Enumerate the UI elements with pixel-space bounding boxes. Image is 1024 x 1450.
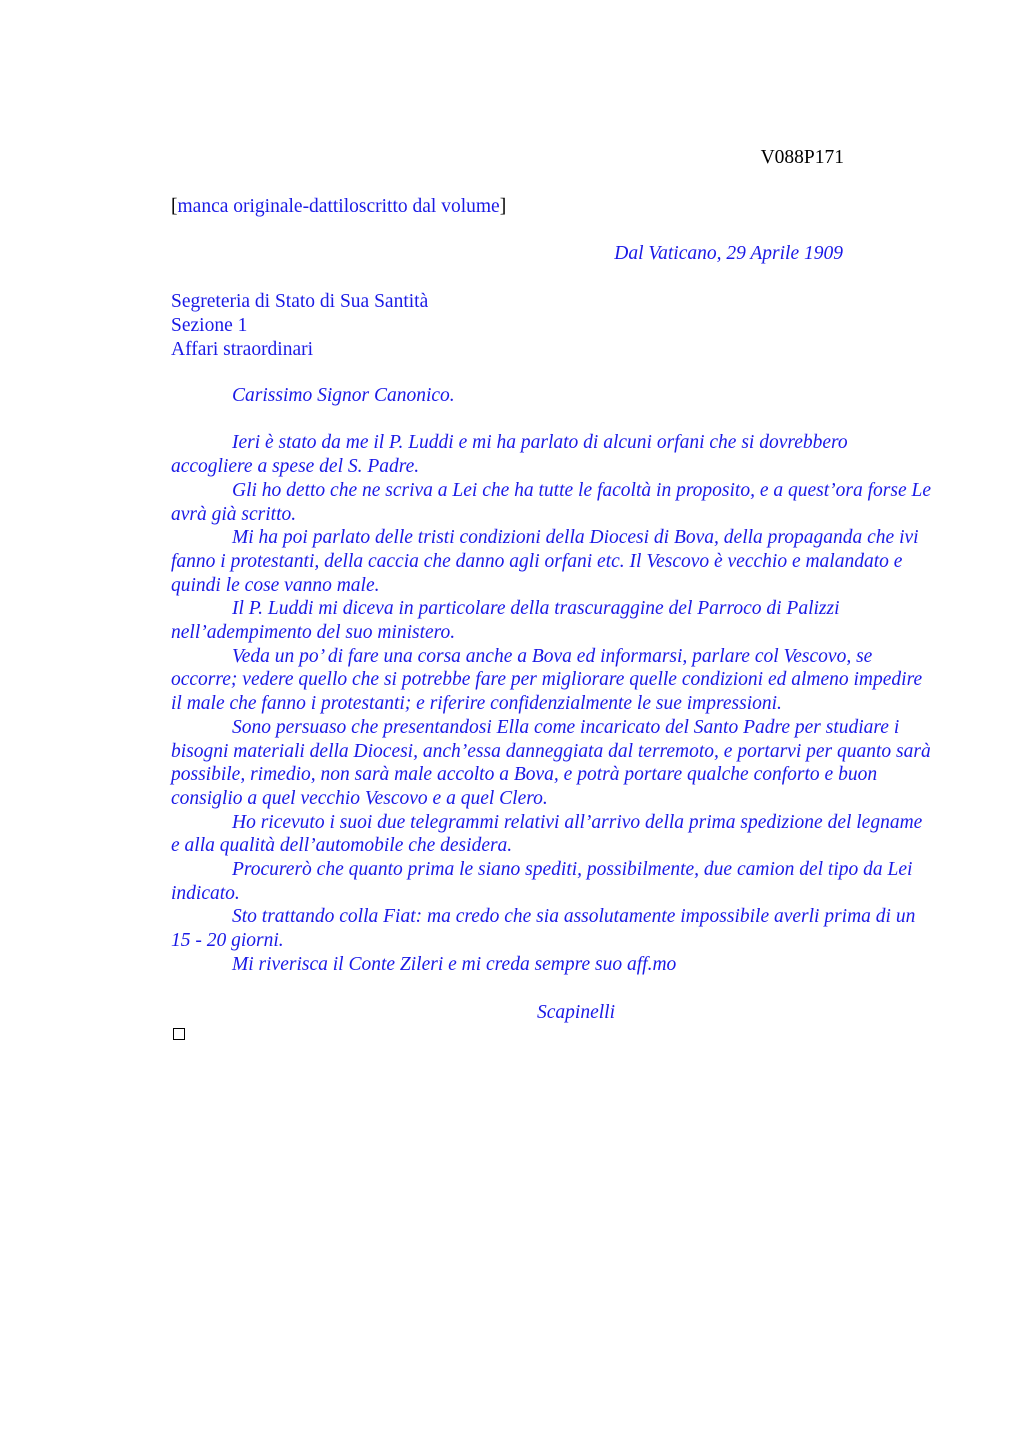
paragraph: Sto trattando colla Fiat: ma credo che sia assolutamente impossibile averli prima di un 15 - 20 giorni. xyxy=(171,906,916,952)
office-header xyxy=(171,290,428,362)
paragraph: Procurerò che quanto prima le siano spediti, possibilmente, due camion del tipo da Lei indicato. xyxy=(171,859,913,904)
paragraph: Sono persuaso che presentandosi Ella come incaricato del Santo Padre per studiare i bisogni materiali della Diocesi, anch’essa danneggiata dal terremoto, e portarvi per quanto sarà possibile, rimedio, non sarà male accolto a Bova, e potrà portare qualche conforto e buon consiglio a quel vecchio Vescovo e a quel Clero. xyxy=(171,716,931,809)
transcription-note xyxy=(171,195,506,219)
office-line: Sezione 1 xyxy=(171,315,248,336)
paragraph: Il P. Luddi mi diceva in particolare della trascuraggine del Parroco di Palizzi nell’adempimento del suo ministero. xyxy=(171,598,840,644)
office-line: Segreteria di Stato di Sua Santità xyxy=(171,291,429,312)
note-text: manca originale-dattiloscritto dal volume xyxy=(177,196,500,217)
dateline: Dal Vaticano, 29 Aprile 1909 xyxy=(614,243,843,264)
paragraph: Mi ha poi parlato delle tristi condizioni della Diocesi di Bova, della propaganda che ivi fanno i protestanti, della caccia che danno agli orfani etc. Il Vescovo è vecchio e malandato e quindi le cose vanno male. xyxy=(171,527,919,596)
paragraph: Mi riverisca il Conte Zileri e mi creda sempre suo aff.mo xyxy=(232,953,677,975)
reference-code: V088P171 xyxy=(760,147,844,168)
paragraph: Veda un po’ di fare una corsa anche a Bova ed informarsi, parlare col Vescovo, se occorre; vedere quello che si potrebbe fare per migliorare quelle condizioni ed almeno impedire il male che fanno i protestanti; e riferire confidenzialmente le sue impressioni. xyxy=(171,645,923,715)
paragraph: Gli ho detto che ne scriva a Lei che ha tutte le facoltà in proposito, e a quest’ora forse Le avrà già scritto. xyxy=(171,479,932,525)
salutation: Carissimo Signor Canonico. xyxy=(232,385,455,406)
note-close-bracket: ] xyxy=(499,196,507,217)
note-open-bracket: [ xyxy=(171,196,178,217)
paragraph: Ho ricevuto i suoi due telegrammi relativi all’arrivo della prima spedizione del legname e alla qualità dell’automobile che desidera. xyxy=(171,811,923,857)
paragraph: Ieri è stato da me il P. Luddi e mi ha parlato di alcuni orfani che si dovrebbero accogliere a spese del S. Padre. xyxy=(171,432,848,478)
checkbox-square-icon xyxy=(173,1028,185,1040)
letter-body xyxy=(171,384,931,977)
signature: Scapinelli xyxy=(537,1002,615,1023)
office-line: Affari straordinari xyxy=(171,339,314,360)
